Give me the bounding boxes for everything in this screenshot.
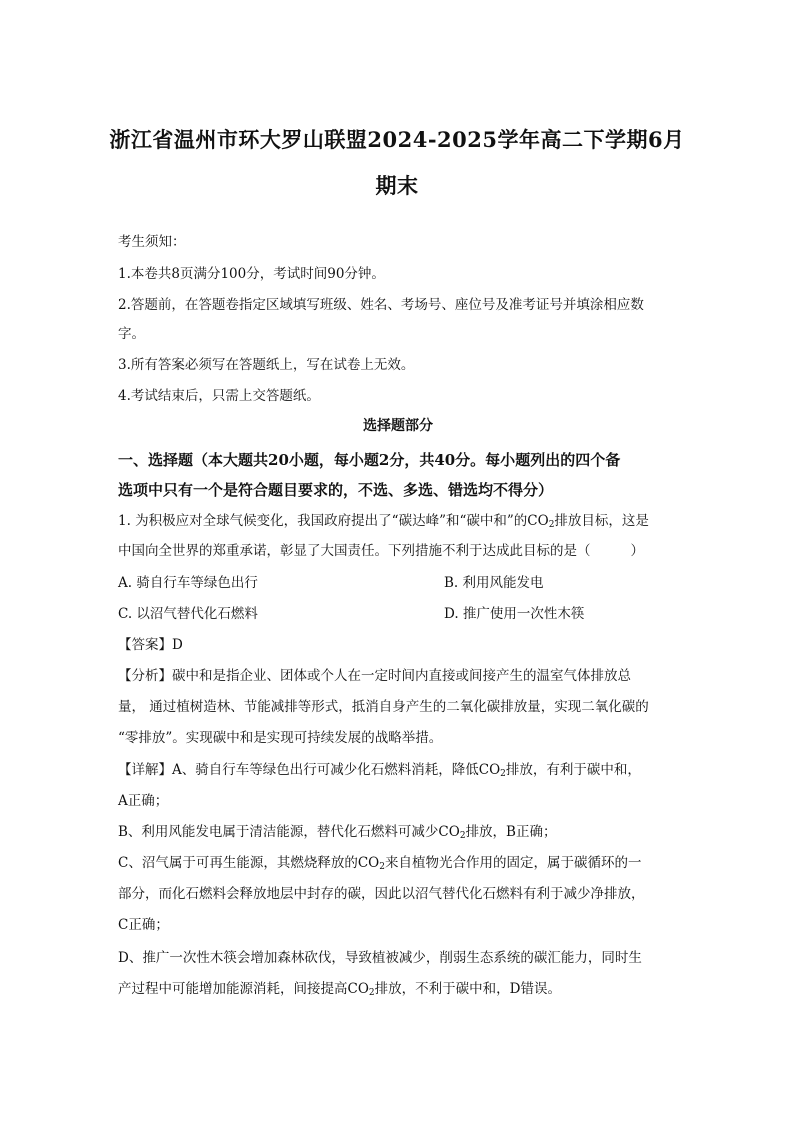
notice-item-3: 3.所有答案必须写在答题纸上，写在试卷上无效。 [118,357,415,373]
detail-line7: D、推广一次性木筷会增加森林砍伐，导致植被减少，削弱生态系统的碳汇能力，同时生 [118,950,642,966]
analysis-line1: 【分析】碳中和是指企业、团体或个人在一定时间内直接或间接产生的温室气体排放总 [118,668,631,684]
detail-line3: B、利用风能发电属于清洁能源，替代化石燃料可减少$CO_2$排放，B正确； [118,824,557,841]
subscript: 2 [379,862,385,872]
notice-item-4: 4.考试结束后，只需上交答题纸。 [118,388,320,404]
document-title-line1: 浙江省温州市环大罗山联盟2024-2025学年高二下学期6月 [109,127,685,152]
subscript: 2 [368,988,375,998]
detail-line8: 产过程中可能增加能源消耗，间接提高$CO_2$排放，不利于碳中和，D错误。 [118,981,561,998]
detail-line5: 部分，而化石燃料会释放地层中封存的碳，因此以沼气替代化石燃料有利于减少净排放， [118,886,645,902]
notice-item-2: 2.答题前，在答题卷指定区域填写班级、姓名、考场号、座位号及准考证号并填涂相应数 [118,297,644,313]
analysis-line2: 量， 通过植树造林、节能减排等形式，抵消自身产生的二氧化碳排放量，实现二氧化碳的 [118,699,649,715]
subscript: 2 [459,831,466,841]
option-a: A. 骑自行车等绿色出行 [118,575,258,591]
question-stem-line2: 中国向全世界的郑重承诺，彰显了大国责任。下列措施不利于达成此目标的是（ ） [118,543,644,559]
detail-line6: C正确； [118,917,169,933]
subscript: 2 [548,520,555,530]
detail-line4: C、沼气属于可再生能源，其燃烧释放的$CO_2$来自植物光合作用的固定，属于碳循环的一 [118,855,642,872]
answer-label: 【答案】D [118,637,183,653]
part-heading-line1: 一、选择题（本大题共20小题，每小题2分，共40分。每小题列出的四个备 [118,451,621,469]
detail-line2: A正确； [118,793,169,809]
section-heading: 选择题部分 [363,418,433,434]
notice-item-1: 1.本卷共8页满分100分，考试时间90分钟。 [118,266,385,282]
detail-line1: 【详解】A、骑自行车等绿色出行可减少化石燃料消耗，降低$CO_2$排放，有利于碳中和， [118,762,641,779]
notice-heading: 考生须知： [118,234,186,250]
option-c: C. 以沼气替代化石燃料 [118,606,258,622]
option-b: B. 利用风能发电 [444,575,544,591]
part-heading-line2: 选项中只有一个是符合题目要求的，不选、多选、错选均不得分） [118,481,554,499]
document-title-line2: 期末 [375,173,419,198]
question-stem-line1: 1. 为积极应对全球气候变化，我国政府提出了“碳达峰”和“碳中和”的$CO_2$排放目标，这是 [118,513,649,530]
subscript: 2 [500,769,506,779]
analysis-line3: “零排放”。实现碳中和是实现可持续发展的战略举措。 [118,730,443,746]
notice-item-2-cont: 字。 [118,326,145,342]
option-d: D. 推广使用一次性木筷 [444,606,585,622]
